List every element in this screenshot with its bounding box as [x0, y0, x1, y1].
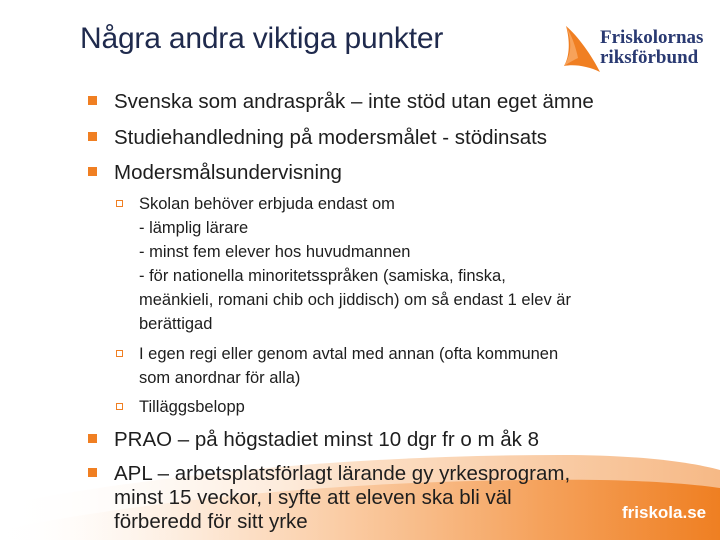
bullet-line: förberedd för sitt yrke — [114, 510, 308, 533]
sub-bullet-item — [139, 395, 679, 419]
bullet-square-icon — [88, 167, 98, 177]
bullet-square-icon — [88, 434, 98, 444]
bullet-line: APL – arbetsplatsförlagt lärande gy yrkesprogram, — [114, 462, 571, 485]
bullet-item — [114, 126, 704, 150]
logo-text-line2: riksförbund — [600, 47, 699, 68]
bullet-text: PRAO – på högstadiet minst 10 dgr fr o m åk 8 — [114, 428, 540, 451]
bullet-item — [114, 462, 707, 534]
bullet-line: minst 15 veckor, i syfte att eleven ska bli väl — [114, 486, 512, 509]
sub-bullet-line: som anordnar för alla) — [139, 369, 301, 387]
sub-bullet-line: Tilläggsbelopp — [139, 398, 245, 416]
bullet-item — [114, 90, 704, 114]
sub-bullet-square-icon — [116, 350, 123, 357]
sail-icon — [560, 22, 604, 76]
slide-title: Några andra viktiga punkter — [80, 22, 444, 55]
sub-bullet-line: - för nationella minoritetsspråken (samiska, finska, — [139, 267, 506, 285]
sub-bullet-item — [139, 192, 679, 336]
sub-bullet-square-icon — [116, 403, 123, 410]
bullet-item — [114, 428, 704, 452]
bullet-square-icon — [88, 96, 98, 106]
sub-bullet-line: I egen regi eller genom avtal med annan (ofta kommunen — [139, 345, 559, 363]
sub-bullet-line: Skolan behöver erbjuda endast om — [139, 195, 395, 213]
friskolornas-logo — [560, 22, 710, 80]
sub-bullet-line: - minst fem elever hos huvudmannen — [139, 243, 411, 261]
bullet-square-icon — [88, 132, 98, 142]
sub-bullet-line: - lämplig lärare — [139, 219, 249, 237]
sub-bullet-square-icon — [116, 200, 123, 207]
logo-text-line1: Friskolornas — [600, 27, 704, 48]
bullet-item — [114, 161, 704, 185]
bullet-text: Studiehandledning på modersmålet - stödinsats — [114, 126, 548, 149]
sub-bullet-item — [139, 342, 679, 390]
bullet-square-icon — [88, 468, 98, 478]
footer-website: friskola.se — [622, 503, 707, 522]
sub-bullet-line: berättigad — [139, 315, 213, 333]
bullet-text: Modersmålsundervisning — [114, 161, 342, 184]
bullet-text: Svenska som andraspråk – inte stöd utan eget ämne — [114, 90, 594, 113]
sub-bullet-line: meänkieli, romani chib och jiddisch) om så endast 1 elev är — [139, 291, 571, 309]
